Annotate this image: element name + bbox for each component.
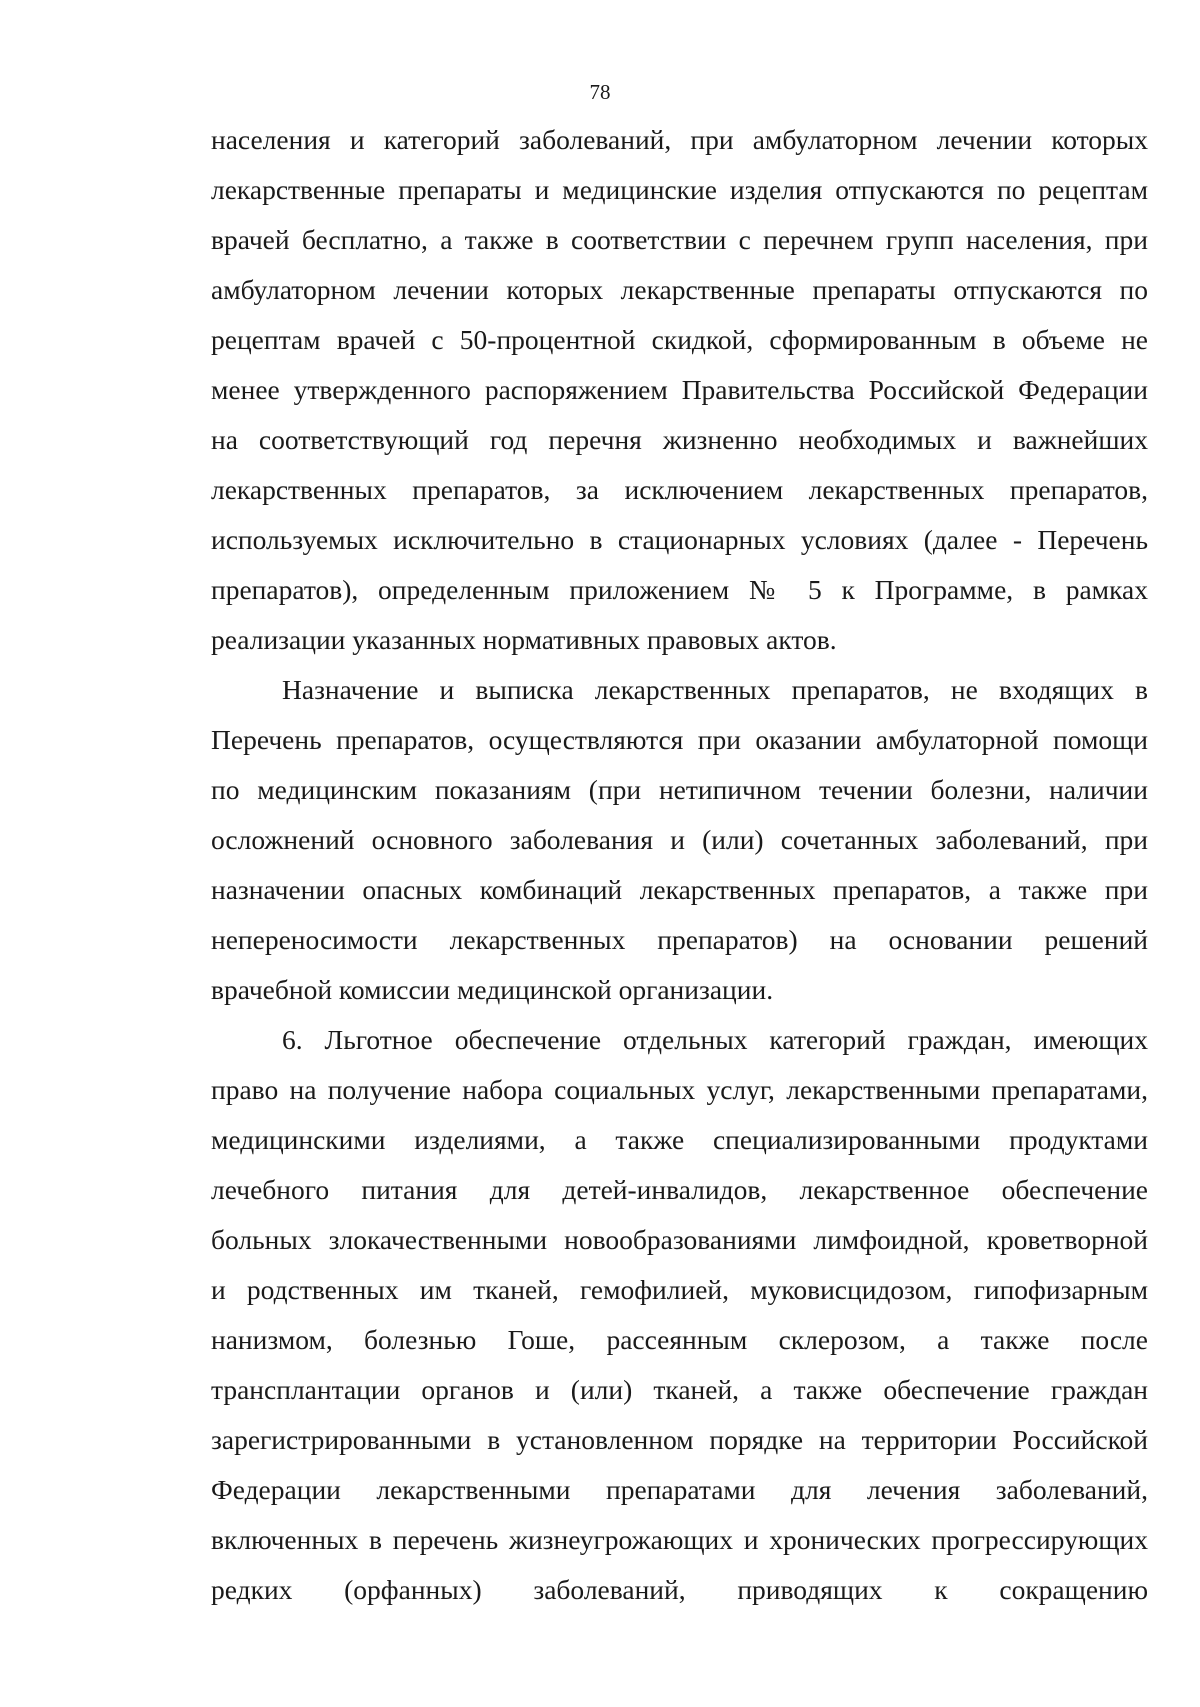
text-line: используемых исключительно в стационарных условиях (далее - Перечень [211,524,1148,555]
text-line: препаратов), определенным приложением № 5 к Программе, в рамках [211,574,1148,605]
text-line: 6. Льготное обеспечение отдельных категорий граждан, имеющих [282,1024,1148,1055]
text-line: Перечень препаратов, осуществляются при оказании амбулаторной помощи [211,724,1148,755]
text-line: врачебной комиссии медицинской организации. [211,974,774,1005]
text-line: трансплантации органов и (или) тканей, а также обеспечение граждан [211,1374,1148,1405]
text-line: лекарственные препараты и медицинские изделия отпускаются по рецептам [211,174,1148,205]
text-line: менее утвержденного распоряжением Правительства Российской Федерации [211,374,1148,405]
text-line: реализации указанных нормативных правовых актов. [211,624,837,655]
text-line: медицинскими изделиями, а также специализированными продуктами [211,1124,1148,1155]
text-line: и родственных им тканей, гемофилией, муковисцидозом, гипофизарным [211,1274,1148,1305]
text-line: право на получение набора социальных услуг, лекарственными препаратами, [211,1074,1148,1105]
text-line: включенных в перечень жизнеугрожающих и хронических прогрессирующих [211,1524,1148,1555]
text-line: по медицинским показаниям (при нетипичном течении болезни, наличии [211,774,1148,805]
text-line: рецептам врачей с 50-процентной скидкой, сформированным в объеме не [211,324,1148,355]
text-line: больных злокачественными новообразованиями лимфоидной, кроветворной [211,1224,1148,1255]
text-line: Назначение и выписка лекарственных препаратов, не входящих в [282,674,1148,705]
text-line: лекарственных препаратов, за исключением лекарственных препаратов, [211,474,1148,505]
text-line: зарегистрированными в установленном порядке на территории Российской [211,1424,1148,1455]
text-line: амбулаторном лечении которых лекарственные препараты отпускаются по [211,274,1148,305]
text-line: на соответствующий год перечня жизненно необходимых и важнейших [211,424,1148,455]
text-line: лечебного питания для детей-инвалидов, лекарственное обеспечение [211,1174,1148,1205]
text-line: врачей бесплатно, а также в соответствии с перечнем групп населения, при [211,224,1148,255]
text-line: непереносимости лекарственных препаратов) на основании решений [211,924,1148,955]
text-line: населения и категорий заболеваний, при амбулаторном лечении которых [211,124,1148,155]
text-line: осложнений основного заболевания и (или) сочетанных заболеваний, при [211,824,1148,855]
text-line: Федерации лекарственными препаратами для лечения заболеваний, [211,1474,1148,1505]
page-number: 78 [589,80,611,104]
text-line: нанизмом, болезнью Гоше, рассеянным склерозом, а также после [211,1324,1148,1355]
body-text [211,115,1148,1615]
text-line: назначении опасных комбинаций лекарственных препаратов, а также при [211,874,1148,905]
text-line: редких (орфанных) заболеваний, приводящих к сокращению [211,1574,1148,1605]
